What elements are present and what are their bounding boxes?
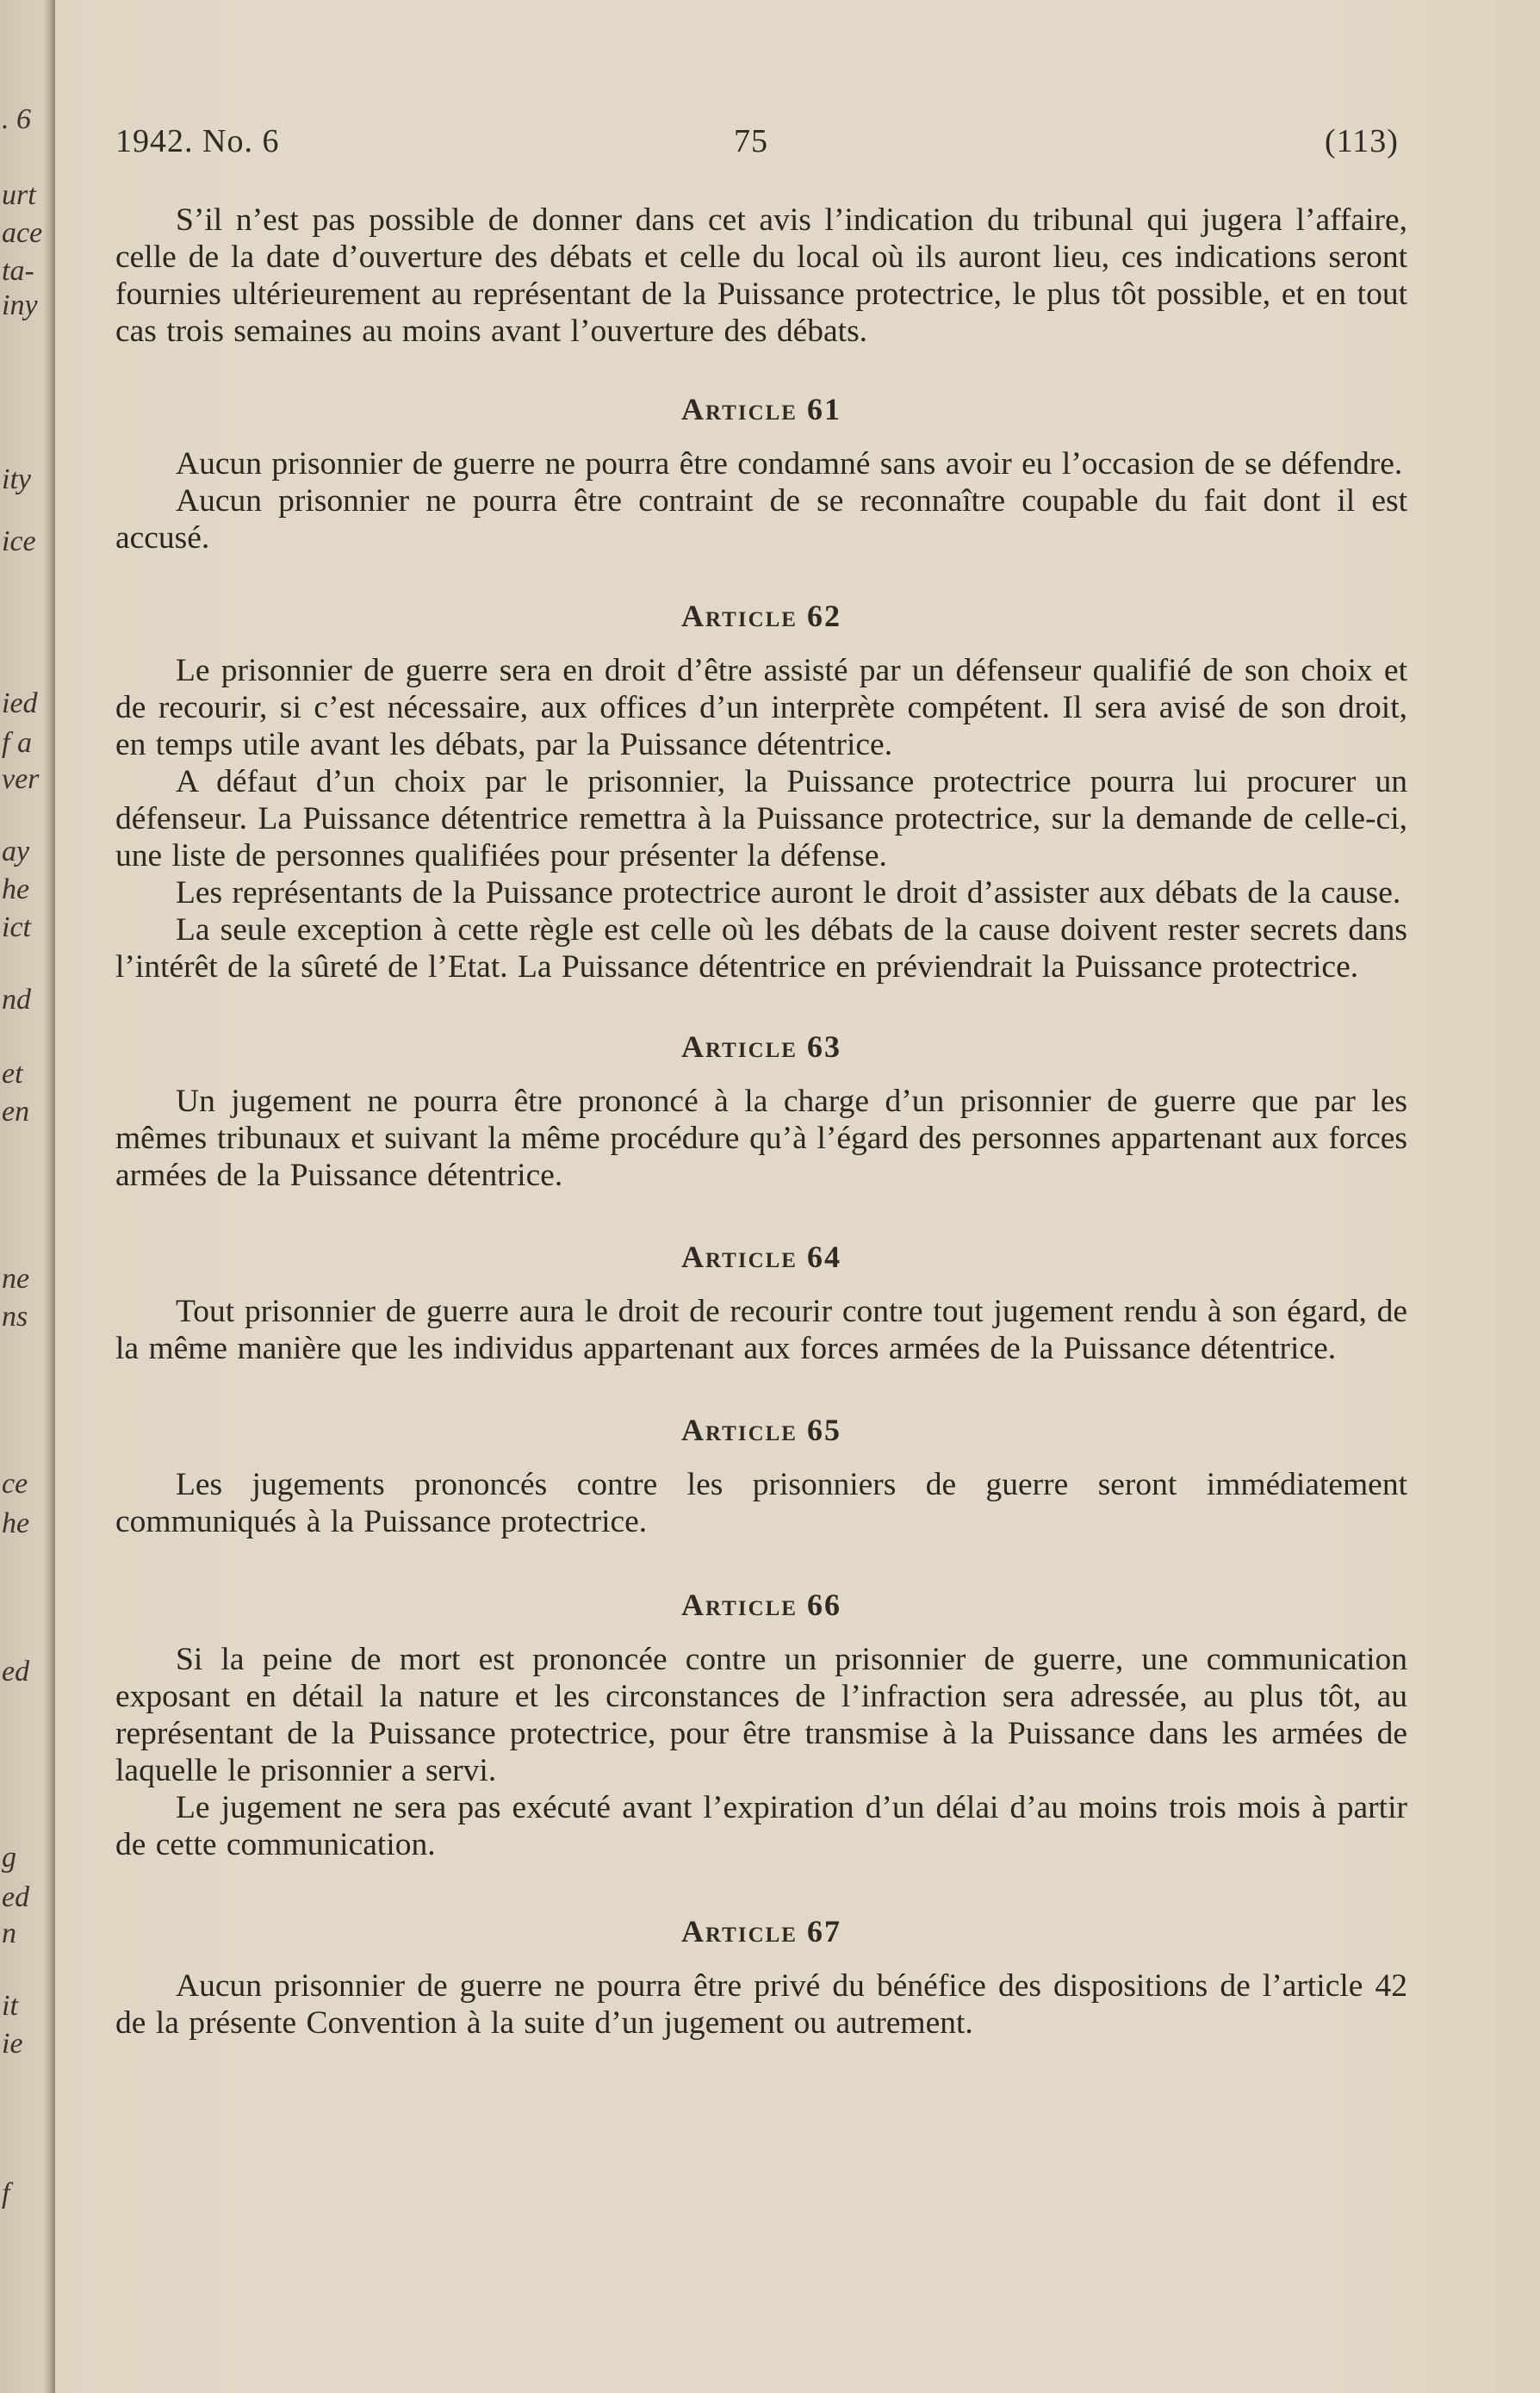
margin-fragment: ice (2, 525, 36, 557)
margin-fragment: . 6 (2, 103, 31, 135)
article-paragraph: Aucun prisonnier de guerre ne pourra être privé du bénéfice des dispositions de l’article 42 de la présente Convention à la suite d’un jugement ou autrement. (115, 1968, 1407, 2041)
margin-fragment: ied (2, 687, 38, 719)
running-head-year-number: 1942. No. 6 (115, 123, 280, 159)
article-paragraph: Aucun prisonnier ne pourra être contraint de se reconnaître coupable du fait dont il est accusé. (115, 483, 1407, 556)
article-paragraph: Les jugements prononcés contre les prisonniers de guerre seront immédiatement communiqués à la Puissance protectrice. (115, 1467, 1407, 1539)
original-page-number: (113) (1325, 123, 1399, 159)
margin-fragment: f (2, 2178, 10, 2210)
margin-fragment: it (2, 1990, 18, 2022)
article-heading: Article 61 (681, 392, 841, 426)
margin-fragment: ne (2, 1263, 30, 1295)
margin-fragment: nd (2, 984, 31, 1016)
article-paragraph: A défaut d’un choix par le prisonnier, la Puissance protectrice pourra lui procurer un défenseur. La Puissance détentrice remettra à la Puissance protectrice, sur la demande de celle-ci, une liste de personnes qualifiées pour présenter la défense. (115, 764, 1407, 873)
article-heading: Article 62 (681, 599, 841, 633)
margin-fragment: ce (2, 1468, 28, 1500)
margin-fragment: ver (2, 763, 40, 795)
article-61 (115, 391, 1407, 556)
margin-fragment: ed (2, 1881, 30, 1913)
document-body (115, 202, 1407, 2042)
article-heading: Article 64 (681, 1240, 841, 1274)
margin-fragment: ta- (2, 255, 34, 287)
article-67 (115, 1913, 1407, 2042)
article-paragraph: Les représentants de la Puissance protectrice auront le droit d’assister aux débats de la cause. (176, 875, 1401, 911)
margin-fragment: ed (2, 1656, 30, 1688)
margin-fragment: n (2, 1918, 16, 1949)
article-63 (115, 1029, 1407, 1194)
article-66 (115, 1587, 1407, 1863)
margin-fragment: ie (2, 2028, 23, 2060)
article-heading: Article 66 (681, 1588, 841, 1622)
margin-fragment: ict (2, 911, 31, 943)
margin-fragment: urt (2, 179, 36, 211)
article-paragraph: Un jugement ne pourra être prononcé à la charge d’un prisonnier de guerre que par les mêmes tribunaux et suivant la même procédure qu’à l’égard des personnes appartenant aux forces armées de la Puissance détentrice. (115, 1084, 1407, 1193)
margin-fragment: ity (2, 463, 31, 495)
adjacent-page-edge (0, 0, 55, 2393)
article-paragraph: Le jugement ne sera pas exécuté avant l’expiration d’un délai d’au moins trois mois à partir de cette communication. (115, 1790, 1407, 1862)
margin-fragment: ay (2, 836, 30, 867)
margin-fragment: he (2, 873, 30, 905)
article-paragraph: Aucun prisonnier de guerre ne pourra être condamné sans avoir eu l’occasion de se défendre. (176, 446, 1403, 482)
margin-fragment: f a (2, 727, 32, 759)
margin-fragment: ns (2, 1301, 28, 1333)
article-heading: Article 63 (681, 1029, 841, 1064)
margin-fragment: iny (2, 289, 38, 321)
article-65 (115, 1412, 1407, 1540)
page-number: 75 (734, 123, 768, 159)
intro-paragraph: S’il n’est pas possible de donner dans cet avis l’indication du tribunal qui jugera l’affaire, celle de la date d’ouverture des débats et celle du local où ils auront lieu, ces indications seront fournies ultérieurement au représentant de la Puissance protectrice, le plus tôt possible, et en tout cas trois semaines au moins avant l’ouverture des débats. (115, 202, 1407, 349)
article-paragraph: La seule exception à cette règle est celle où les débats de la cause doivent rester secrets dans l’intérêt de la sûreté de l’Etat. La Puissance détentrice en préviendrait la Puissance protectrice. (115, 912, 1407, 985)
article-paragraph: Si la peine de mort est prononcée contre un prisonnier de guerre, une communication exposant en détail la nature et les circonstances de l’infraction sera adressée, au plus tôt, au représentant de la Puissance protectrice, pour être transmise à la Puissance dans les armées de laquelle le prisonnier a servi. (115, 1642, 1407, 1788)
article-paragraph: Tout prisonnier de guerre aura le droit de recourir contre tout jugement rendu à son égard, de la même manière que les individus appartenant aux forces armées de la Puissance détentrice. (115, 1294, 1407, 1366)
margin-fragment: he (2, 1507, 30, 1539)
margin-fragment: en (2, 1096, 30, 1128)
article-paragraph: Le prisonnier de guerre sera en droit d’être assisté par un défenseur qualifié de son choix et de recourir, si c’est nécessaire, aux offices d’un interprète compétent. Il sera avisé de son droit, en temps utile avant les débats, par la Puissance détentrice. (115, 653, 1407, 762)
article-64 (115, 1239, 1407, 1367)
margin-fragment: ace (2, 217, 43, 249)
article-62 (115, 598, 1407, 985)
margin-fragment: et (2, 1058, 23, 1090)
margin-fragment: g (2, 1842, 16, 1874)
article-heading: Article 67 (681, 1914, 841, 1949)
article-heading: Article 65 (681, 1413, 841, 1447)
